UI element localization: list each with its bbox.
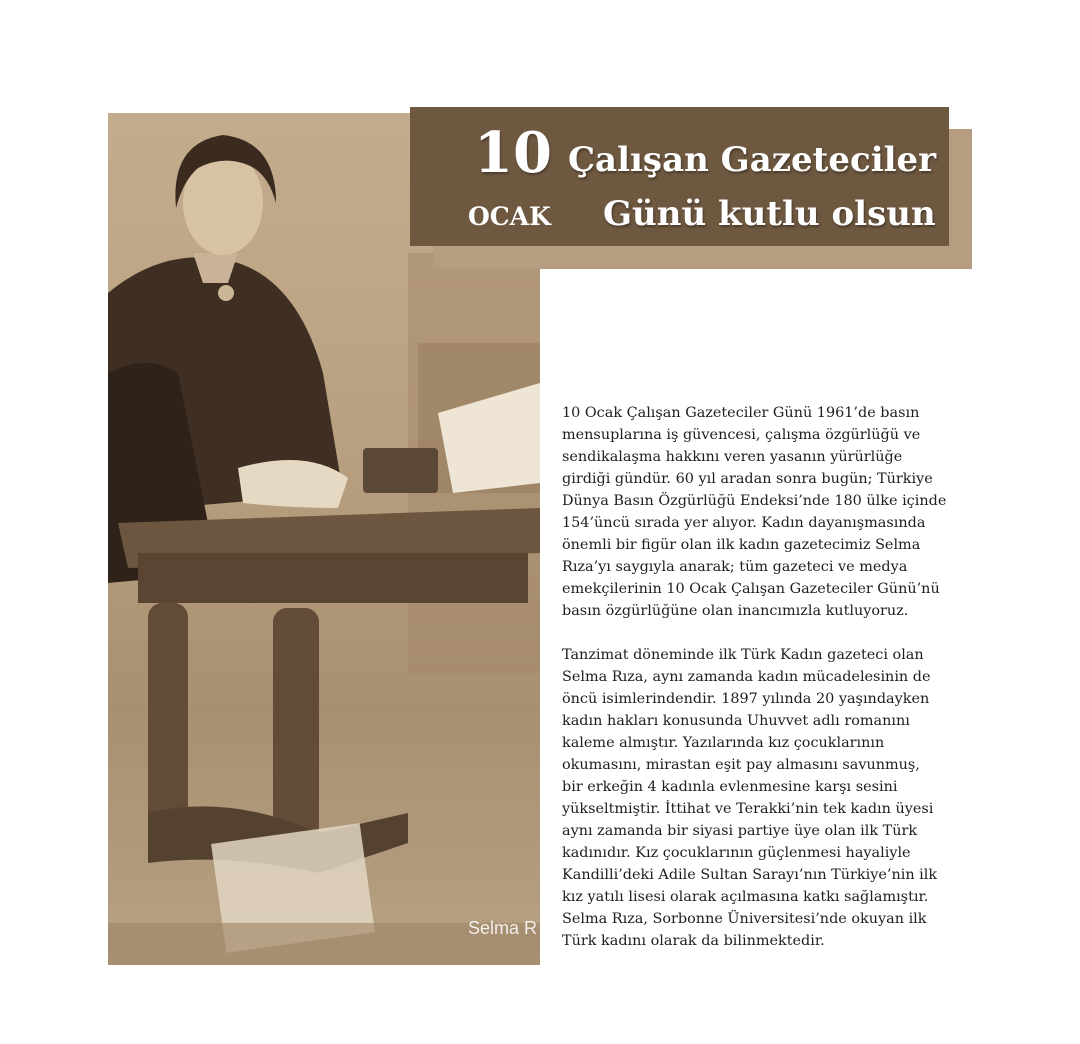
headline-line-1: Çalışan Gazeteciler [568,140,937,180]
text-line: emekçilerinin 10 Ocak Çalışan Gazeteciler Günü’nü [562,581,940,597]
text-line: okumasını, mirastan eşit pay almasını savunmuş, [562,757,920,773]
paragraph-2 [562,644,978,952]
text-line: Kandilli’deki Adile Sultan Sarayı’nın Türkiye’nin ilk [562,867,938,883]
photo-caption: Selma R [468,918,538,938]
text-line: öncü isimlerindendir. 1897 yılında 20 yaşındayken [562,691,930,707]
text-line: 10 Ocak Çalışan Gazeteciler Günü 1961’de basın [562,405,920,421]
text-line: önemli bir figür olan ilk kadın gazetecimiz Selma [562,537,921,553]
text-line: Rıza’yı saygıyla anarak; tüm gazeteci ve medya [562,559,908,575]
text-line: Tanzimat döneminde ilk Türk Kadın gazeteci olan [562,647,924,663]
article-body [562,402,978,952]
text-line: sendikalaşma hakkını veren yasanın yürürlüğe [562,449,903,465]
text-line: Selma Rıza, Sorbonne Üniversitesi’nde okuyan ilk [562,911,927,927]
headline-banner [410,107,949,246]
paragraph-1 [562,402,978,622]
headline-line-2: Günü kutlu olsun [603,194,936,234]
text-line: bir erkeğin 4 kadınla evlenmesine karşı sesini [562,779,898,795]
text-line: kız yatılı lisesi olarak açılmasına katkı sağlamıştır. [562,889,929,905]
paragraph-gap [562,622,978,644]
text-line: Selma Rıza, aynı zamanda kadın mücadelesinin de [562,669,931,685]
text-line: kadınıdır. Kız çocuklarının güçlenmesi hayaliyle [562,845,911,861]
text-line: girdiği gündür. 60 yıl aradan sonra bugün; Türkiye [562,471,933,487]
text-line: Dünya Basın Özgürlüğü Endeksi’nde 180 ülke içinde [562,493,947,509]
text-line: kaleme almıştır. Yazılarında kız çocuklarının [562,735,885,751]
date-month: OCAK [468,202,551,231]
text-line: yükseltmiştir. İttihat ve Terakki’nin tek kadın üyesi [562,801,934,817]
text-line: Türk kadını olarak da bilinmektedir. [562,933,825,949]
text-line: kadın hakları konusunda Uhuvvet adlı romanını [562,713,910,729]
text-line: basın özgürlüğüne olan inancımızla kutluyoruz. [562,603,909,619]
date-day: 10 [474,120,552,186]
text-line: 154’üncü sırada yer alıyor. Kadın dayanışmasında [562,515,926,531]
text-line: mensuplarına iş güvencesi, çalışma özgürlüğü ve [562,427,921,443]
text-line: aynı zamanda bir siyasi partiye üye olan ilk Türk [562,823,918,839]
